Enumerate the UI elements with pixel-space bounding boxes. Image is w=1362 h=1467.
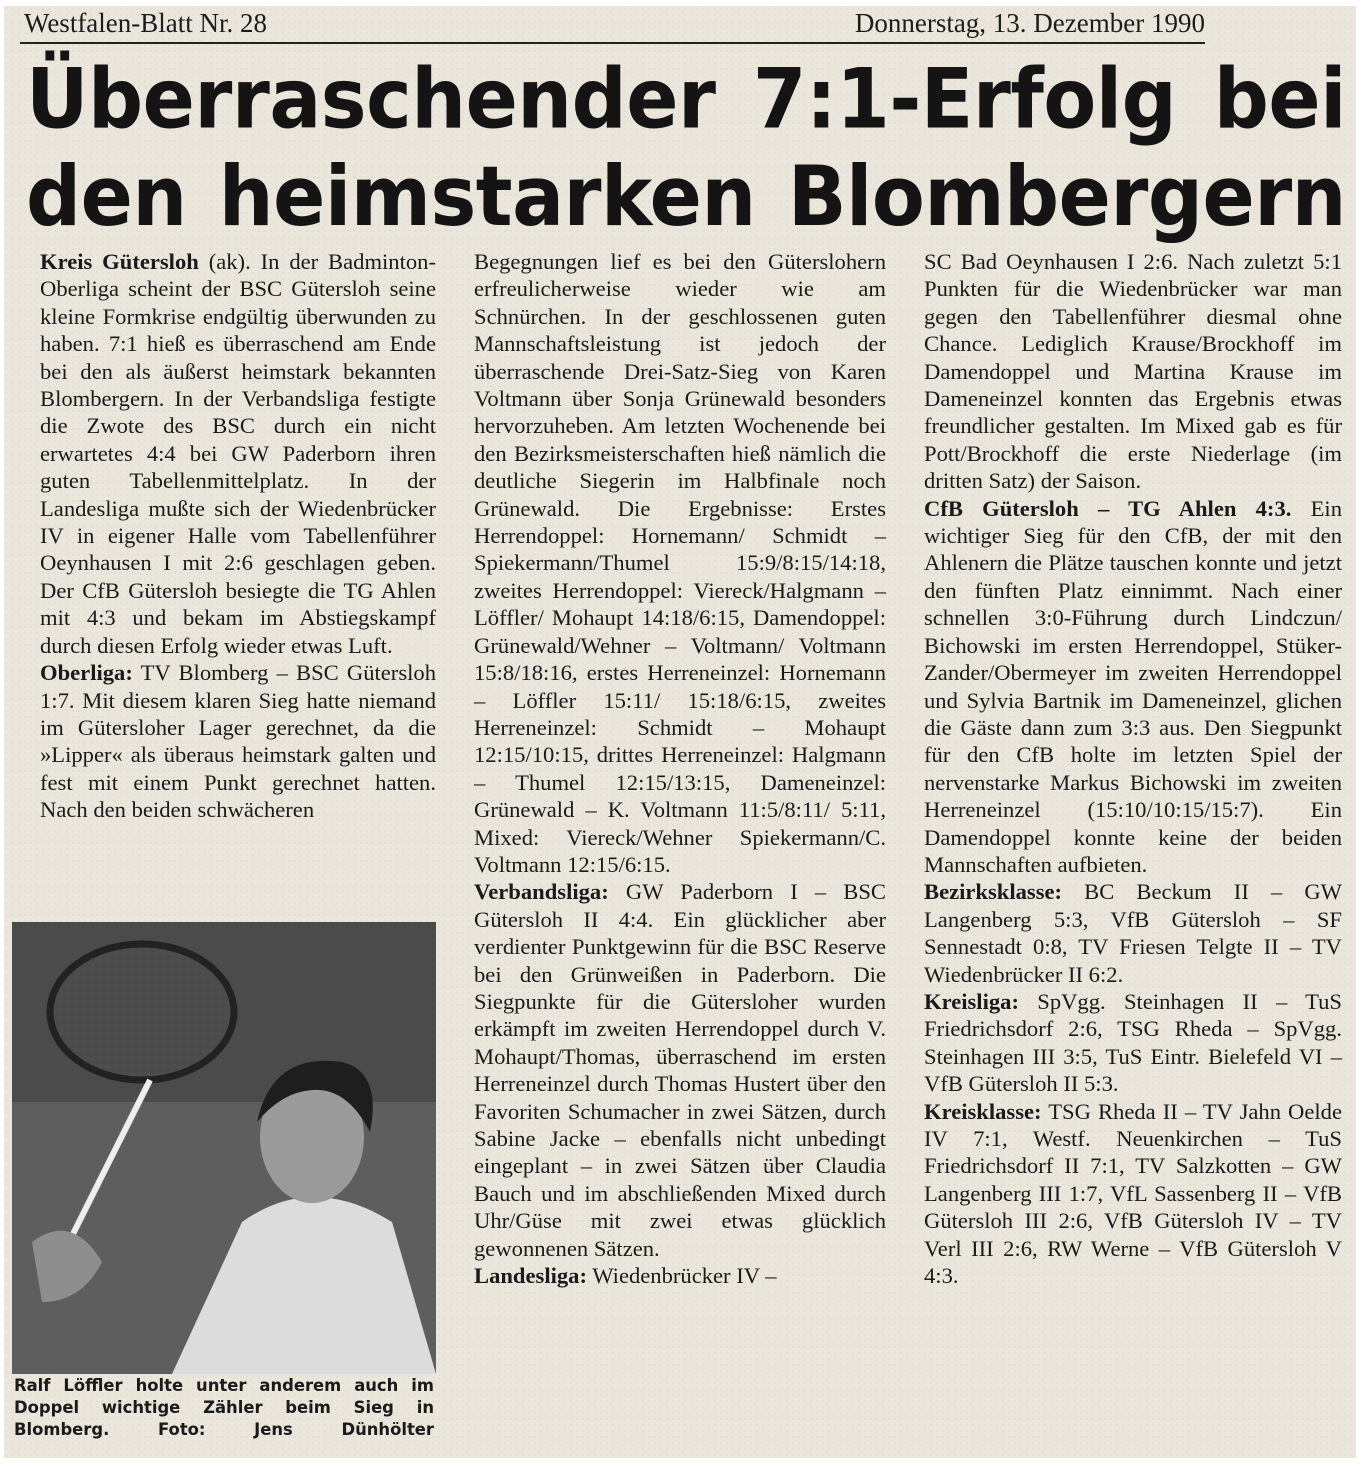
paragraph-text: Begegnungen lief es bei den Güterslohern erfreulicherweise wieder wie am Schnürchen. In der geschlossenen guten Mannschaftsleistung ist jedoch der überraschende Drei-Satz-Sieg von Karen Voltmann über Sonja Grünewald besonders hervorzuheben. Am letzten Wochenende bei den Bezirksmeisterschaften hieß nämlich die deutliche Siegerin im Halbfinale noch Grünewald. Die Ergebnisse: Erstes Herrendoppel: Hornemann/ Schmidt – Spiekermann/Thumel 15:9/8:15/14:18, zweites Herrendoppel: Viereck/Halgmann – Löffler/ Mohaupt 14:18/6:15, Damendoppel: Grünewald/Wehner – Voltmann/ Voltmann 15:8/18:16, erstes Herreneinzel: Hornemann – Löffler 15:11/ 15:18/6:15, zweites Herreneinzel: Schmidt – Mohaupt 12:15/10:15, drittes Herreneinzel: Halgmann – Thumel 12:15/13:15, Dameneinzel: Grünewald – K. Voltmann 11:5/8:11/ 5:11, Mixed: Viereck/Wehner Spiekermann/C. Voltmann 12:15/6:15. <box>474 249 886 877</box>
paragraph <box>474 1262 886 1289</box>
player-photo <box>12 922 436 1374</box>
paragraph <box>474 248 886 878</box>
paragraph-lead: Bezirksklasse: <box>924 879 1063 905</box>
paragraph-lead: Kreisklasse: <box>924 1098 1042 1124</box>
article-column-2 <box>474 248 886 1289</box>
issue-date: Donnerstag, 13. Dezember 1990 <box>854 8 1205 38</box>
paragraph-text: GW Paderborn I – BSC Gütersloh II 4:4. Ein glücklicher aber verdienter Punktgewinn für die BSC Reserve bei den Grünweißen in Paderborn. Die Siegpunkte für die Gütersloher wurden erkämpft im zweiten Herrendoppel durch V. Mohaupt/Thomas, überraschend im ersten Herreneinzel durch Thomas Hustert über den Favoriten Schumacher in zwei Sätzen, durch Sabine Jacke – ebenfalls nicht unbedingt eingeplant – in zwei Sätzen über Claudia Bauch und im abschließenden Mixed durch Uhr/Güse mit zwei etwas glücklich gewonnenen Sätzen. <box>474 879 886 1261</box>
paragraph-lead: Verbandsliga: <box>474 879 609 905</box>
paragraph-lead: Oberliga: <box>40 660 133 686</box>
paragraph-text: Ein wichtiger Sieg für den CfB, der mit den Ahlenern die Plätze tauschen konnte und jetzt den fünften Platz einnimmt. Nach einer schnellen 3:0-Führung durch Lindczun/ Bichowski im ersten Herrendoppel, Stüker-Zander/Obermeyer im zweiten Herrendoppel und Sylvia Bartnik im Dameneinzel, glichen die Gäste dann zum 3:3 aus. Den Siegpunkt für den CfB holte im letzten Spiel der nervenstarke Markus Bichowski im zweiten Herreneinzel (15:10/10:15/15:7). Ein Damendoppel konnte keine der beiden Mannschaften aufbieten. <box>924 495 1342 877</box>
headline <box>26 52 1346 246</box>
paragraph-text: SC Bad Oeynhausen I 2:6. Nach zuletzt 5:1 Punkten für die Wiedenbrücker war man gegen den Tabellenführer diesmal ohne Chance. Lediglich Krause/Brockhoff im Damendoppel und Martina Krause im Dameneinzel konnten das Ergebnis etwas freundlicher gestalten. Im Mixed gab es für Pott/Brockhoff die erste Niederlage (im dritten Satz) der Saison. <box>924 249 1342 494</box>
paragraph-text: TV Blomberg – BSC Gütersloh 1:7. Mit diesem klaren Sieg hatte niemand im Gütersloher Lager gerechnet, da die »Lipper« als überaus heimstark galten und fest mit einem Punkt gerechnet hatten. Nach den beiden schwächeren <box>40 660 436 823</box>
paragraph <box>924 495 1342 879</box>
paragraph <box>40 248 436 659</box>
paragraph <box>924 1098 1342 1290</box>
paragraph-text: TSG Rheda II – TV Jahn Oelde IV 7:1, Westf. Neuenkirchen – TuS Friedrichsdorf II 7:1, TV Salzkotten – GW Langenberg III 1:7, VfL Sassenberg II – VfB Gütersloh III 2:6, VfB Gütersloh IV – TV Verl III 2:6, RW Werne – VfB Gütersloh V 4:3. <box>924 1098 1342 1289</box>
newspaper-name: Westfalen-Blatt Nr. 28 <box>24 8 268 38</box>
paragraph <box>924 248 1342 495</box>
paragraph-lead: Landesliga: <box>474 1263 587 1289</box>
racket-head <box>50 944 234 1080</box>
paragraph-text: Wiedenbrücker IV – <box>587 1263 777 1289</box>
paragraph <box>924 878 1342 988</box>
paragraph <box>40 659 436 823</box>
badminton-player-illustration <box>12 922 436 1374</box>
paragraph-lead: Kreis Gütersloh <box>40 249 199 274</box>
paragraph-text: SpVgg. Steinhagen II – TuS Friedrichsdorf 2:6, TSG Rheda – SpVgg. Steinhagen III 3:5, TuS Eintr. Bielefeld VI – VfB Gütersloh II 5:3. <box>924 988 1342 1097</box>
headline-line-2: den heimstarken Blombergern <box>26 149 1346 246</box>
headline-line-1: Überraschender 7:1-Erfolg bei <box>26 52 1346 149</box>
masthead <box>20 6 1205 42</box>
paragraph-text: (ak). In der Badminton-Oberliga scheint der BSC Gütersloh seine kleine Formkrise endgültig überwunden zu haben. 7:1 hieß es überraschend am Ende bei den als äußerst heimstark bekannten Blombergern. In der Verbandsliga festigte die Zwote des BSC durch ein nicht erwartetes 4:4 bei GW Paderborn ihren guten Tabellenmittelplatz. In der Landesliga mußte sich der Wiedenbrücker IV in eigener Halle vom Tabellenführer Oeynhausen I mit 2:6 geschlagen geben. Der CfB Gütersloh besiegte die TG Ahlen mit 4:3 und bekam im Abstiegskampf durch diesen Erfolg wieder etwas Luft. <box>40 249 436 658</box>
article-column-3 <box>924 248 1342 1289</box>
paragraph-lead: Kreisliga: <box>924 988 1019 1014</box>
paragraph <box>474 878 886 1262</box>
paragraph-lead: CfB Gütersloh – TG Ahlen 4:3. <box>924 495 1292 521</box>
paragraph-text: BC Beckum II – GW Langenberg 5:3, VfB Gütersloh – SF Sennestadt 0:8, TV Friesen Telgte II – TV Wiedenbrücker II 6:2. <box>924 879 1342 987</box>
article-column-1 <box>40 248 436 824</box>
masthead-rule <box>20 42 1205 44</box>
paragraph <box>924 988 1342 1098</box>
photo-caption: Ralf Löffler holte unter anderem auch im Doppel wichtige Zähler beim Sieg in Blomberg. Foto: Jens Dünhölter <box>14 1376 434 1439</box>
